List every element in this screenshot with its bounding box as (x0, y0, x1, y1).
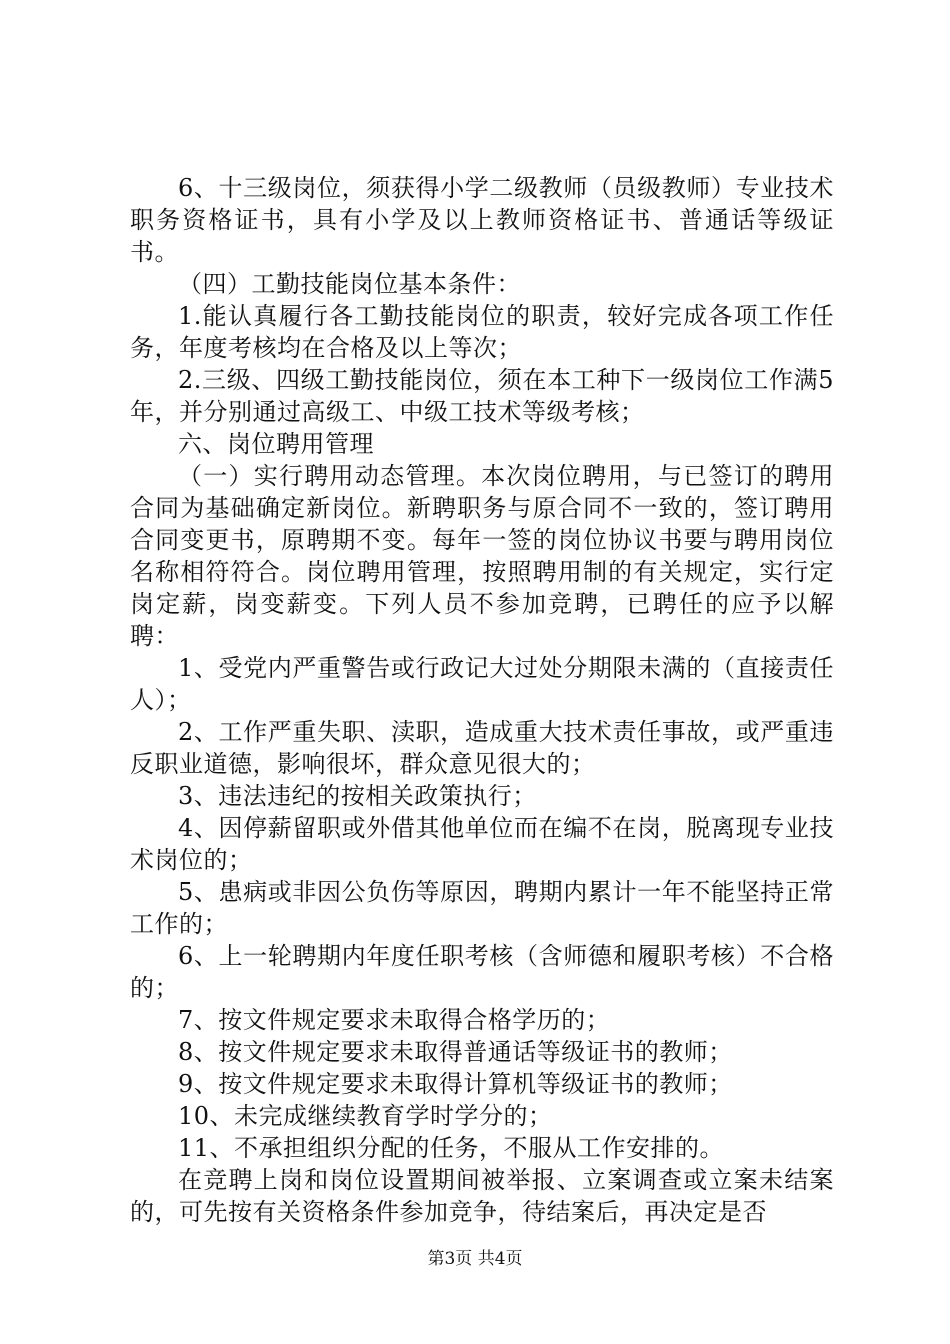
section-heading-6: 六、岗位聘用管理 (178, 430, 374, 458)
list-item-7: 7、按文件规定要求未取得合格学历的； (178, 1006, 611, 1034)
list-item-9: 9、按文件规定要求未取得计算机等级证书的教师； (178, 1070, 733, 1098)
list-item-2: 2、工作严重失职、渎职，造成重大技术责任事故，或严重违反职业道德，影响很坏，群众意见很大的； (130, 718, 834, 778)
list-item-8: 8、按文件规定要求未取得普通话等级证书的教师； (178, 1038, 733, 1066)
page-number-footer: 第3页 共4页 (427, 1249, 523, 1269)
paragraph-worker-2: 2.三级、四级工勤技能岗位，须在本工种下一级岗位工作满5年，并分别通过高级工、中级工技术等级考核； (130, 366, 834, 426)
document-body (130, 172, 834, 1228)
list-item-10: 10、未完成继续教育学时学分的； (178, 1102, 553, 1130)
list-item-11: 11、不承担组织分配的任务，不服从工作安排的。 (178, 1134, 725, 1162)
section-heading-4: （四）工勤技能岗位基本条件： (178, 270, 521, 298)
paragraph-worker-1: 1.能认真履行各工勤技能岗位的职责，较好完成各项工作任务，年度考核均在合格及以上等次； (130, 302, 834, 362)
list-item-3: 3、违法违纪的按相关政策执行； (178, 782, 537, 810)
paragraph-dynamic-management: （一）实行聘用动态管理。本次岗位聘用，与已签订的聘用合同为基础确定新岗位。新聘职务与原合同不一致的，签订聘用合同变更书，原聘期不变。每年一签的岗位协议书要与聘用岗位名称相符符合。岗位聘用管理，按照聘用制的有关规定，实行定岗定薪，岗变薪变。下列人员不参加竞聘，已聘任的应予以解聘： (130, 462, 834, 650)
list-item-6: 6、上一轮聘期内年度任职考核（含师德和履职考核）不合格的； (130, 942, 834, 1002)
paragraph-investigation: 在竞聘上岗和岗位设置期间被举报、立案调查或立案未结案的，可先按有关资格条件参加竞争，待结案后，再决定是否 (130, 1166, 834, 1226)
list-item-5: 5、患病或非因公负伤等原因，聘期内累计一年不能坚持正常工作的； (130, 878, 834, 938)
list-item-1: 1、受党内严重警告或行政记大过处分期限未满的（直接责任人）； (130, 654, 834, 714)
list-item-4: 4、因停薪留职或外借其他单位而在编不在岗，脱离现专业技术岗位的； (130, 814, 834, 874)
paragraph-grade13: 6、十三级岗位，须获得小学二级教师（员级教师）专业技术职务资格证书，具有小学及以上教师资格证书、普通话等级证书。 (130, 174, 834, 266)
